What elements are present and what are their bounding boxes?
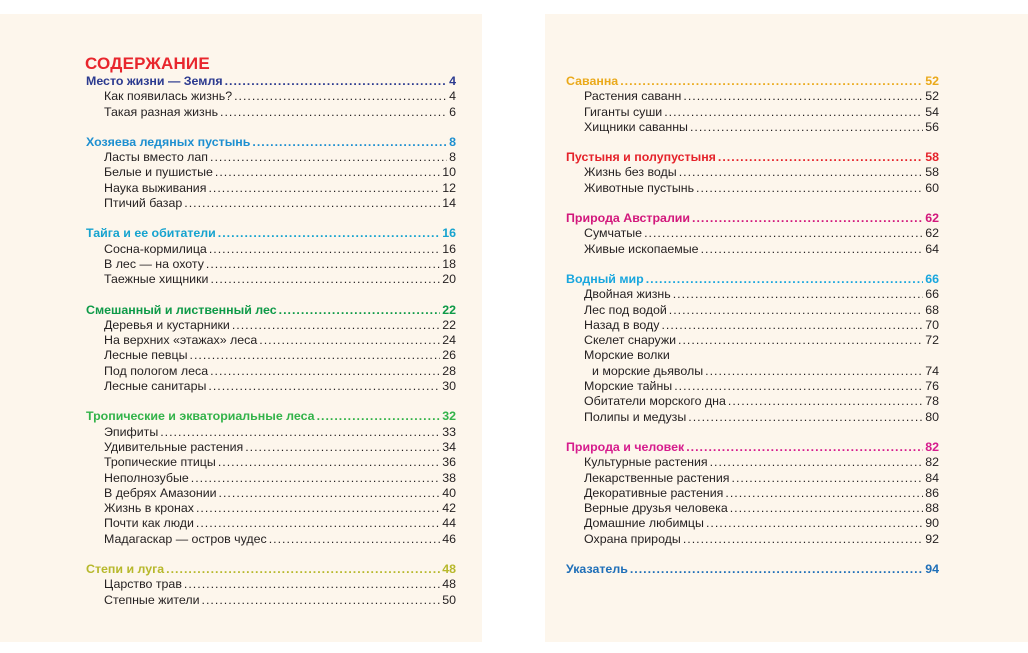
toc-entry-title: Ласты вместо лап [104, 150, 208, 165]
toc-entry[interactable] [86, 532, 456, 547]
toc-entry-page-number: 44 [442, 516, 456, 531]
dot-leader [252, 135, 447, 150]
dot-leader [661, 318, 923, 333]
dot-leader [686, 440, 923, 455]
toc-entry-page-number: 14 [442, 196, 456, 211]
toc-section [566, 74, 939, 135]
dot-leader [210, 150, 447, 165]
toc-entry-page-number: 88 [925, 501, 939, 516]
toc-entry[interactable] [566, 242, 939, 257]
toc-section-heading-page-number: 16 [442, 226, 456, 241]
toc-entry-title: Гиганты суши [584, 104, 663, 119]
toc-section-heading-title: Степи и луга [86, 562, 165, 577]
toc-entry[interactable] [566, 455, 939, 470]
toc-entry[interactable] [86, 425, 456, 440]
toc-section-heading-title: Пустыня и полупустыня [566, 150, 716, 165]
dot-leader [630, 562, 923, 577]
toc-entry-title: Неполнозубые [104, 470, 189, 485]
toc-entry[interactable] [566, 532, 939, 547]
toc-section-heading[interactable] [86, 226, 456, 241]
dot-leader [259, 333, 440, 348]
dot-leader [732, 471, 924, 486]
toc-entry[interactable] [86, 89, 456, 104]
toc-section-heading-page-number: 32 [442, 409, 456, 424]
toc-entry-title: Удивительные растения [104, 439, 244, 454]
toc-entry[interactable] [86, 150, 456, 165]
toc-section-heading-title: Смешанный и лиственный лес [86, 302, 277, 317]
toc-section-heading[interactable] [86, 303, 456, 318]
toc-section-heading-page-number: 4 [449, 74, 456, 88]
right-page [545, 14, 1028, 642]
toc-section-heading-page-number: 94 [925, 562, 939, 577]
dot-leader [644, 226, 923, 241]
toc-entry-page-number: 38 [442, 470, 456, 485]
toc-entry-title: Полипы и медузы [584, 409, 687, 424]
toc-section-heading[interactable] [566, 211, 939, 226]
dot-leader [678, 333, 923, 348]
dot-leader [690, 120, 923, 135]
toc-entry[interactable] [86, 516, 456, 531]
dot-leader [225, 74, 448, 89]
toc-entry-page-number: 54 [925, 104, 939, 119]
dot-leader [196, 501, 440, 516]
toc-section-heading[interactable] [566, 440, 939, 455]
toc-entry-title: Под пологом леса [104, 363, 209, 378]
toc-entry-page-number: 68 [925, 302, 939, 317]
toc-entry[interactable] [566, 410, 939, 425]
dot-leader [234, 89, 447, 104]
toc-entry[interactable] [86, 333, 456, 348]
dot-leader [196, 516, 440, 531]
toc-entry[interactable] [86, 242, 456, 257]
toc-entry-page-number: 30 [442, 379, 456, 394]
toc-section-heading[interactable] [566, 150, 939, 165]
toc-entry-page-number: 48 [442, 577, 456, 592]
toc-entry-page-number: 46 [442, 531, 456, 546]
dot-leader [218, 455, 440, 470]
toc-section-heading-title: Хозяева ледяных пустынь [86, 134, 251, 149]
toc-entry-title: Лес под водой [584, 302, 667, 317]
toc-entry-page-number: 8 [449, 150, 456, 165]
dot-leader [683, 532, 923, 547]
toc-section [86, 135, 456, 211]
dot-leader [269, 532, 441, 547]
toc-section-heading[interactable] [86, 562, 456, 577]
toc-entry[interactable] [86, 501, 456, 516]
toc-section-heading-title: Природа Австралии [566, 211, 691, 226]
toc-entry[interactable] [566, 348, 939, 363]
toc-title: СОДЕРЖАНИЕ [85, 54, 210, 73]
toc-entry-page-number: 56 [925, 119, 939, 134]
toc-entry-title: Декоративные растения [584, 485, 724, 500]
toc-section-heading-title: Водный мир [566, 271, 644, 286]
toc-section-heading-title: Место жизни — Земля [86, 74, 223, 88]
dot-leader [208, 379, 440, 394]
dot-leader [701, 242, 924, 257]
toc-section-heading-page-number: 58 [925, 150, 939, 165]
toc-entry-title: Лекарственные растения [584, 470, 730, 485]
toc-section [86, 562, 456, 608]
toc-entry[interactable] [566, 501, 939, 516]
toc-entry-page-number: 4 [449, 89, 456, 104]
toc-entry[interactable] [86, 364, 456, 379]
toc-entry-title: Птичий базар [104, 196, 183, 211]
toc-entry-title: В дебрях Амазонии [104, 485, 217, 500]
right-toc-list [566, 74, 939, 592]
toc-entry-page-number: 60 [925, 180, 939, 195]
dot-leader [706, 516, 923, 531]
toc-entry-page-number: 16 [442, 241, 456, 256]
toc-section-heading-page-number: 48 [442, 562, 456, 577]
toc-entry-page-number: 33 [442, 424, 456, 439]
toc-entry-title: Деревья и кустарники [104, 317, 230, 332]
toc-entry-title: Белые и пушистые [104, 165, 213, 180]
toc-entry-title: Эпифиты [104, 424, 159, 439]
toc-entry[interactable] [86, 348, 456, 363]
toc-entry-title: Культурные растения [584, 455, 708, 470]
toc-entry-title: Назад в воду [584, 317, 660, 332]
toc-entry-title: Такая разная жизнь [104, 104, 219, 119]
dot-leader [688, 410, 923, 425]
dot-leader [718, 150, 923, 165]
dot-leader [669, 303, 923, 318]
toc-entry-page-number: 36 [442, 455, 456, 470]
toc-section-heading-page-number: 8 [449, 134, 456, 149]
toc-entry-page-number: 22 [442, 317, 456, 332]
toc-entry-page-number: 90 [925, 516, 939, 531]
dot-leader [166, 562, 440, 577]
toc-entry-page-number: 6 [449, 104, 456, 119]
left-page [0, 14, 482, 642]
toc-section-heading[interactable] [86, 409, 456, 424]
toc-entry[interactable] [86, 486, 456, 501]
toc-entry[interactable] [86, 379, 456, 394]
dot-leader [692, 211, 923, 226]
toc-entry-page-number: 64 [925, 241, 939, 256]
dot-leader [184, 196, 440, 211]
toc-section-heading[interactable] [86, 135, 456, 150]
toc-entry-page-number: 66 [925, 287, 939, 302]
toc-entry-title: Двойная жизнь [584, 287, 671, 302]
toc-entry-title: Живые ископаемые [584, 241, 699, 256]
dot-leader [317, 409, 441, 424]
dot-leader [710, 455, 924, 470]
toc-section-heading-page-number: 52 [925, 74, 939, 88]
dot-leader [206, 257, 440, 272]
toc-entry[interactable] [86, 272, 456, 287]
toc-section-heading[interactable] [86, 74, 456, 89]
toc-entry-page-number: 72 [925, 333, 939, 348]
toc-entry-title: Как появилась жизнь? [104, 89, 233, 104]
toc-entry-page-number: 80 [925, 409, 939, 424]
toc-entry-page-number: 18 [442, 256, 456, 271]
toc-entry-title: В лес — на охоту [104, 256, 204, 271]
toc-entry-page-number: 84 [925, 470, 939, 485]
toc-section-heading-title: Природа и человек [566, 439, 685, 454]
toc-section-heading[interactable] [566, 74, 939, 89]
toc-entry-title: Скелет снаружи [584, 333, 677, 348]
left-toc-list [86, 74, 456, 623]
toc-entry[interactable] [566, 486, 939, 501]
toc-entry[interactable] [566, 379, 939, 394]
toc-entry[interactable] [566, 471, 939, 486]
toc-entry[interactable] [86, 593, 456, 608]
toc-section-heading-title: Тайга и ее обитатели [86, 226, 216, 241]
toc-entry-title: Сумчатые [584, 226, 643, 241]
toc-entry[interactable] [86, 455, 456, 470]
dot-leader [210, 364, 440, 379]
toc-entry[interactable] [566, 181, 939, 196]
toc-entry-title: Царство трав [104, 577, 182, 592]
toc-section [86, 303, 456, 395]
toc-entry-title: Почти как люди [104, 516, 194, 531]
toc-entry-title: Морские волки [584, 348, 670, 363]
toc-section [86, 409, 456, 547]
toc-entry[interactable] [86, 257, 456, 272]
dot-leader [730, 501, 923, 516]
dot-leader [705, 364, 923, 379]
toc-entry-page-number: 50 [442, 592, 456, 607]
toc-entry[interactable] [566, 120, 939, 135]
toc-entry[interactable] [86, 181, 456, 196]
toc-entry[interactable] [86, 165, 456, 180]
toc-section [566, 562, 939, 577]
toc-entry-page-number: 26 [442, 348, 456, 363]
dot-leader [215, 165, 440, 180]
toc-section-heading-page-number: 82 [925, 439, 939, 454]
dot-leader [683, 89, 923, 104]
toc-entry-page-number: 86 [925, 485, 939, 500]
dot-leader [209, 242, 440, 257]
toc-section [566, 211, 939, 257]
toc-entry[interactable] [566, 226, 939, 241]
toc-entry-page-number: 76 [925, 379, 939, 394]
toc-section-heading-page-number: 22 [442, 302, 456, 317]
toc-entry-title: Растения саванн [584, 89, 682, 104]
toc-entry-title: Таежные хищники [104, 272, 209, 287]
toc-entry-title: Обитатели морского дна [584, 394, 726, 409]
toc-entry-page-number: 28 [442, 363, 456, 378]
toc-entry[interactable] [86, 318, 456, 333]
toc-section-heading-title: Указатель [566, 562, 628, 577]
toc-entry[interactable] [566, 318, 939, 333]
toc-entry-page-number: 10 [442, 165, 456, 180]
toc-entry-page-number: 12 [442, 180, 456, 195]
dot-leader [190, 348, 441, 363]
dot-leader [679, 165, 924, 180]
toc-section [566, 272, 939, 425]
dot-leader [728, 394, 923, 409]
toc-section [86, 226, 456, 287]
toc-entry[interactable] [86, 440, 456, 455]
dot-leader [725, 486, 923, 501]
toc-entry-page-number: 24 [442, 333, 456, 348]
toc-entry[interactable] [566, 333, 939, 348]
dot-leader [160, 425, 440, 440]
toc-entry[interactable] [566, 394, 939, 409]
toc-entry-continuation[interactable] [566, 364, 939, 379]
dot-leader [664, 105, 923, 120]
toc-section [566, 150, 939, 196]
toc-section-heading-title: Тропические и экваториальные леса [86, 409, 315, 424]
dot-leader [620, 74, 923, 89]
toc-entry[interactable] [566, 89, 939, 104]
toc-entry[interactable] [566, 516, 939, 531]
toc-entry[interactable] [566, 105, 939, 120]
toc-entry-page-number: 82 [925, 455, 939, 470]
toc-entry-title: Жизнь без воды [584, 165, 677, 180]
toc-entry-title: Лесные санитары [104, 379, 207, 394]
toc-entry-title: Наука выживания [104, 180, 207, 195]
toc-section [86, 74, 456, 120]
toc-entry-title: Охрана природы [584, 531, 681, 546]
toc-entry-page-number: 34 [442, 439, 456, 454]
dot-leader [210, 272, 440, 287]
toc-entry-title: Морские тайны [584, 379, 673, 394]
toc-entry-title: Мадагаскар — остров чудес [104, 531, 267, 546]
toc-entry-title: Домашние любимцы [584, 516, 704, 531]
toc-entry[interactable] [86, 105, 456, 120]
dot-leader [646, 272, 924, 287]
toc-entry[interactable] [566, 287, 939, 302]
dot-leader [245, 440, 440, 455]
toc-entry-page-number: 62 [925, 226, 939, 241]
toc-entry[interactable] [86, 471, 456, 486]
dot-leader [191, 471, 440, 486]
toc-entry[interactable] [566, 303, 939, 318]
toc-entry-title: Верные друзья человека [584, 501, 728, 516]
toc-entry-title: Жизнь в кронах [104, 501, 194, 516]
dot-leader [208, 181, 440, 196]
dot-leader [279, 303, 441, 318]
toc-section-heading-title: Саванна [566, 74, 619, 88]
toc-entry-title: Сосна-кормилица [104, 241, 207, 256]
toc-entry-page-number: 42 [442, 501, 456, 516]
dot-leader [202, 593, 441, 608]
toc-entry-page-number: 78 [925, 394, 939, 409]
toc-section-heading-page-number: 66 [925, 271, 939, 286]
toc-entry-title: Тропические птицы [104, 455, 216, 470]
dot-leader [218, 226, 440, 241]
dot-leader [220, 105, 447, 120]
toc-section-heading[interactable] [566, 272, 939, 287]
toc-entry-page-number: 40 [442, 485, 456, 500]
dot-leader [696, 181, 923, 196]
toc-entry-title: Хищники саванны [584, 119, 688, 134]
dot-leader [219, 486, 441, 501]
toc-entry-page-number: 92 [925, 531, 939, 546]
toc-entry-page-number: 70 [925, 317, 939, 332]
toc-section [566, 440, 939, 547]
toc-entry[interactable] [86, 577, 456, 592]
toc-entry-title: Лесные певцы [104, 348, 188, 363]
toc-entry-title: Степные жители [104, 592, 200, 607]
toc-entry-page-number: 20 [442, 272, 456, 287]
toc-entry-page-number: 52 [925, 89, 939, 104]
toc-section-heading[interactable] [566, 562, 939, 577]
toc-section-heading-page-number: 62 [925, 211, 939, 226]
dot-leader [673, 287, 923, 302]
toc-entry-title: Животные пустынь [584, 180, 695, 195]
dot-leader [232, 318, 440, 333]
dot-leader [674, 379, 923, 394]
toc-entry-continuation-title: и морские дьяволы [592, 363, 704, 378]
toc-entry-page-number: 58 [925, 165, 939, 180]
dot-leader [184, 577, 440, 592]
toc-entry[interactable] [566, 165, 939, 180]
toc-entry[interactable] [86, 196, 456, 211]
toc-entry-continuation-page-number: 74 [925, 363, 939, 378]
toc-entry-title: На верхних «этажах» леса [104, 333, 258, 348]
